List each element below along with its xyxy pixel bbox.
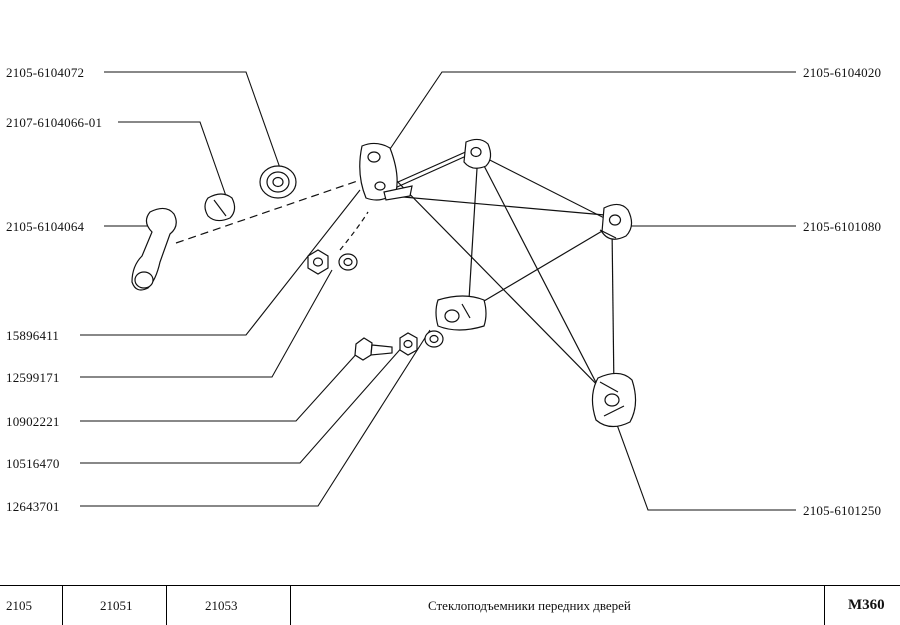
part-label-15896411: 15896411 xyxy=(6,328,60,343)
bracket-upper-left xyxy=(360,143,412,200)
slider-middle xyxy=(436,296,486,330)
nut-upper xyxy=(308,250,328,274)
leader-lines xyxy=(80,72,796,510)
sector-gear-lower-right xyxy=(592,373,635,426)
nut-lower xyxy=(400,333,417,355)
footer-divider-1 xyxy=(62,586,63,625)
part-label-12643701: 12643701 xyxy=(6,499,60,514)
part-label-2107-6104066-01: 2107-6104066-01 xyxy=(6,115,103,130)
footer-model-21051: 21051 xyxy=(100,597,133,613)
part-label-2105-6101250: 2105-6101250 xyxy=(803,503,882,518)
footer-divider-2 xyxy=(166,586,167,625)
part-label-2105-6101080: 2105-6101080 xyxy=(803,219,882,234)
footer-model-21053: 21053 xyxy=(205,597,238,613)
footer-divider-4 xyxy=(824,586,825,625)
washer-upper xyxy=(339,254,357,270)
part-label-2105-6104072: 2105-6104072 xyxy=(6,65,85,80)
roller-upper-middle xyxy=(464,139,491,168)
roller-right xyxy=(600,204,632,239)
footer-divider-3 xyxy=(290,586,291,625)
escutcheon xyxy=(260,166,296,198)
washer-lower xyxy=(425,331,443,347)
window-handle xyxy=(132,208,176,290)
part-label-2105-6104020: 2105-6104020 xyxy=(803,65,882,80)
part-label-12599171: 12599171 xyxy=(6,370,60,385)
washer-small xyxy=(205,194,235,221)
page-footer xyxy=(0,585,900,625)
part-label-10516470: 10516470 xyxy=(6,456,60,471)
part-label-10902221: 10902221 xyxy=(6,414,60,429)
part-label-2105-6104064: 2105-6104064 xyxy=(6,219,85,234)
footer-page-code: M360 xyxy=(848,597,885,613)
footer-model-2105: 2105 xyxy=(6,597,32,613)
footer-caption: Стеклоподъемники передних дверей xyxy=(428,597,631,613)
bolt xyxy=(355,338,392,360)
